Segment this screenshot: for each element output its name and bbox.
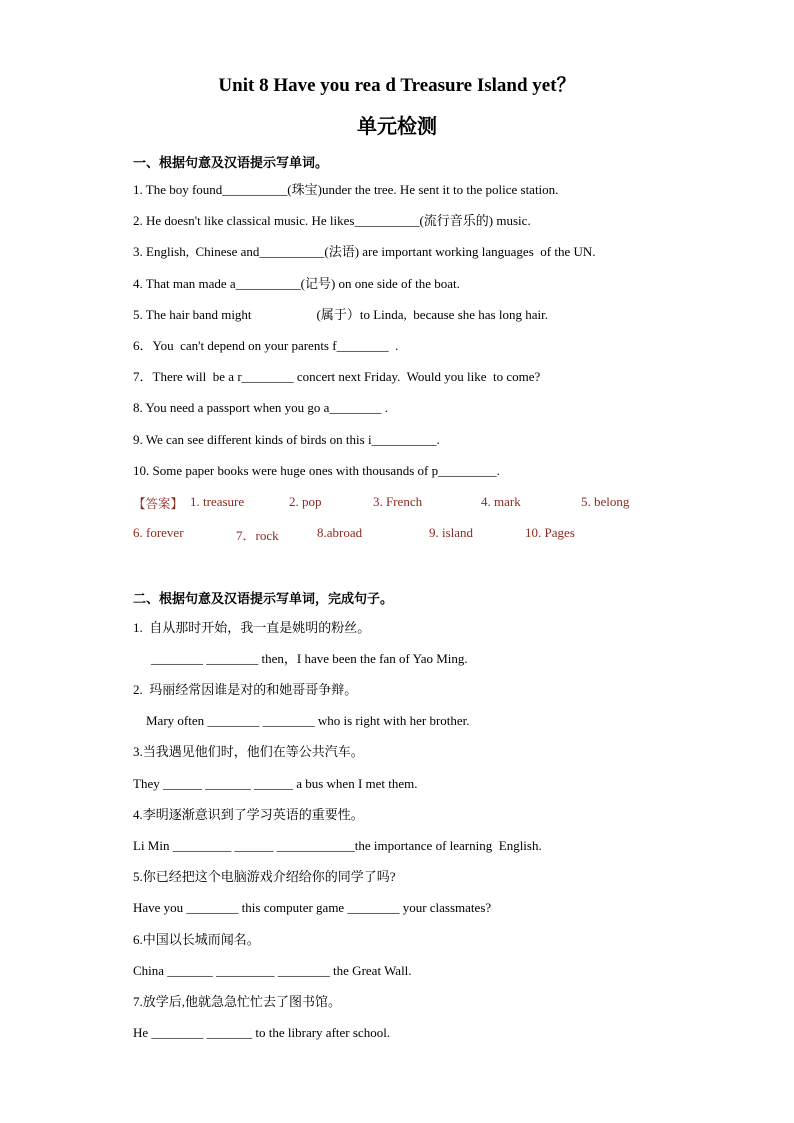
question-1-2: 2. He doesn't like classical music. He likes__________(流行音乐的) music. [133,213,531,228]
question-2-4-chinese: 4.李明逐渐意识到了学习英语的重要性。 [133,807,364,822]
answer-item: 6. forever [133,525,184,540]
question-1-3: 3. English, Chinese and__________(法语) are important working languages of the UN. [133,244,596,259]
question-2-5-chinese: 5.你已经把这个电脑游戏介绍给你的同学了吗? [133,869,396,884]
question-2-2-english: Mary often ________ ________ who is right with her brother. [146,713,470,728]
question-2-3-chinese: 3.当我遇见他们时，他们在等公共汽车。 [133,744,364,759]
answer-item: 9. island [429,525,474,540]
question-1-5: 5. The hair band might (属于）to Linda, because she has long hair. [133,307,548,322]
question-1-4: 4. That man made a__________(记号) on one side of the boat. [133,276,460,291]
answer-label: 【答案】 [133,496,184,511]
answer-item: 2. pop [289,494,322,509]
question-2-7-chinese: 7.放学后,他就急急忙忙去了图书馆。 [133,994,342,1009]
answer-item: 1. treasure [190,494,245,509]
answer-item: 4. mark [481,494,521,509]
answer-item: 5. belong [581,494,630,509]
question-2-3-english: They ______ _______ ______ a bus when I met them. [133,776,418,791]
question-2-4-english: Li Min _________ ______ ____________the importance of learning English. [133,838,542,853]
question-2-1-chinese: 1. 自从那时开始，我一直是姚明的粉丝。 [133,620,371,635]
section-2-heading: 二、根据句意及汉语提示写单词，完成句子。 [133,592,394,607]
question-2-2-chinese: 2. 玛丽经常因谁是对的和她哥哥争辩。 [133,682,358,697]
question-1-10: 10. Some paper books were huge ones with thousands of p_________. [133,463,500,478]
question-2-1-english: ________ ________ then，I have been the fan of Yao Ming. [151,651,468,666]
question-2-6-chinese: 6.中国以长城而闻名。 [133,932,260,947]
question-2-6-english: China _______ _________ ________ the Great Wall. [133,963,412,978]
question-1-6: 6．You can't depend on your parents f________ . [133,338,399,353]
section-1-heading: 一、根据句意及汉语提示写单词。 [133,156,329,171]
question-2-5-english: Have you ________ this computer game ________ your classmates? [133,900,492,915]
answer-item: 3. French [373,494,423,509]
question-1-1: 1. The boy found__________(珠宝)under the tree. He sent it to the police station. [133,182,559,197]
question-1-9: 9. We can see different kinds of birds on this i__________. [133,432,440,447]
document-subtitle: 单元检测 [357,114,437,138]
answer-item: 7．rock [236,528,279,543]
question-1-7: 7．There will be a r________ concert next Friday. Would you like to come? [133,369,541,384]
question-1-8: 8. You need a passport when you go a________ . [133,400,388,415]
answer-item: 8.abroad [317,525,363,540]
question-2-7-english: He ________ _______ to the library after school. [133,1025,391,1040]
answer-item: 10. Pages [525,525,575,540]
document-title: Unit 8 Have you rea d Treasure Island yet？ [218,75,576,96]
